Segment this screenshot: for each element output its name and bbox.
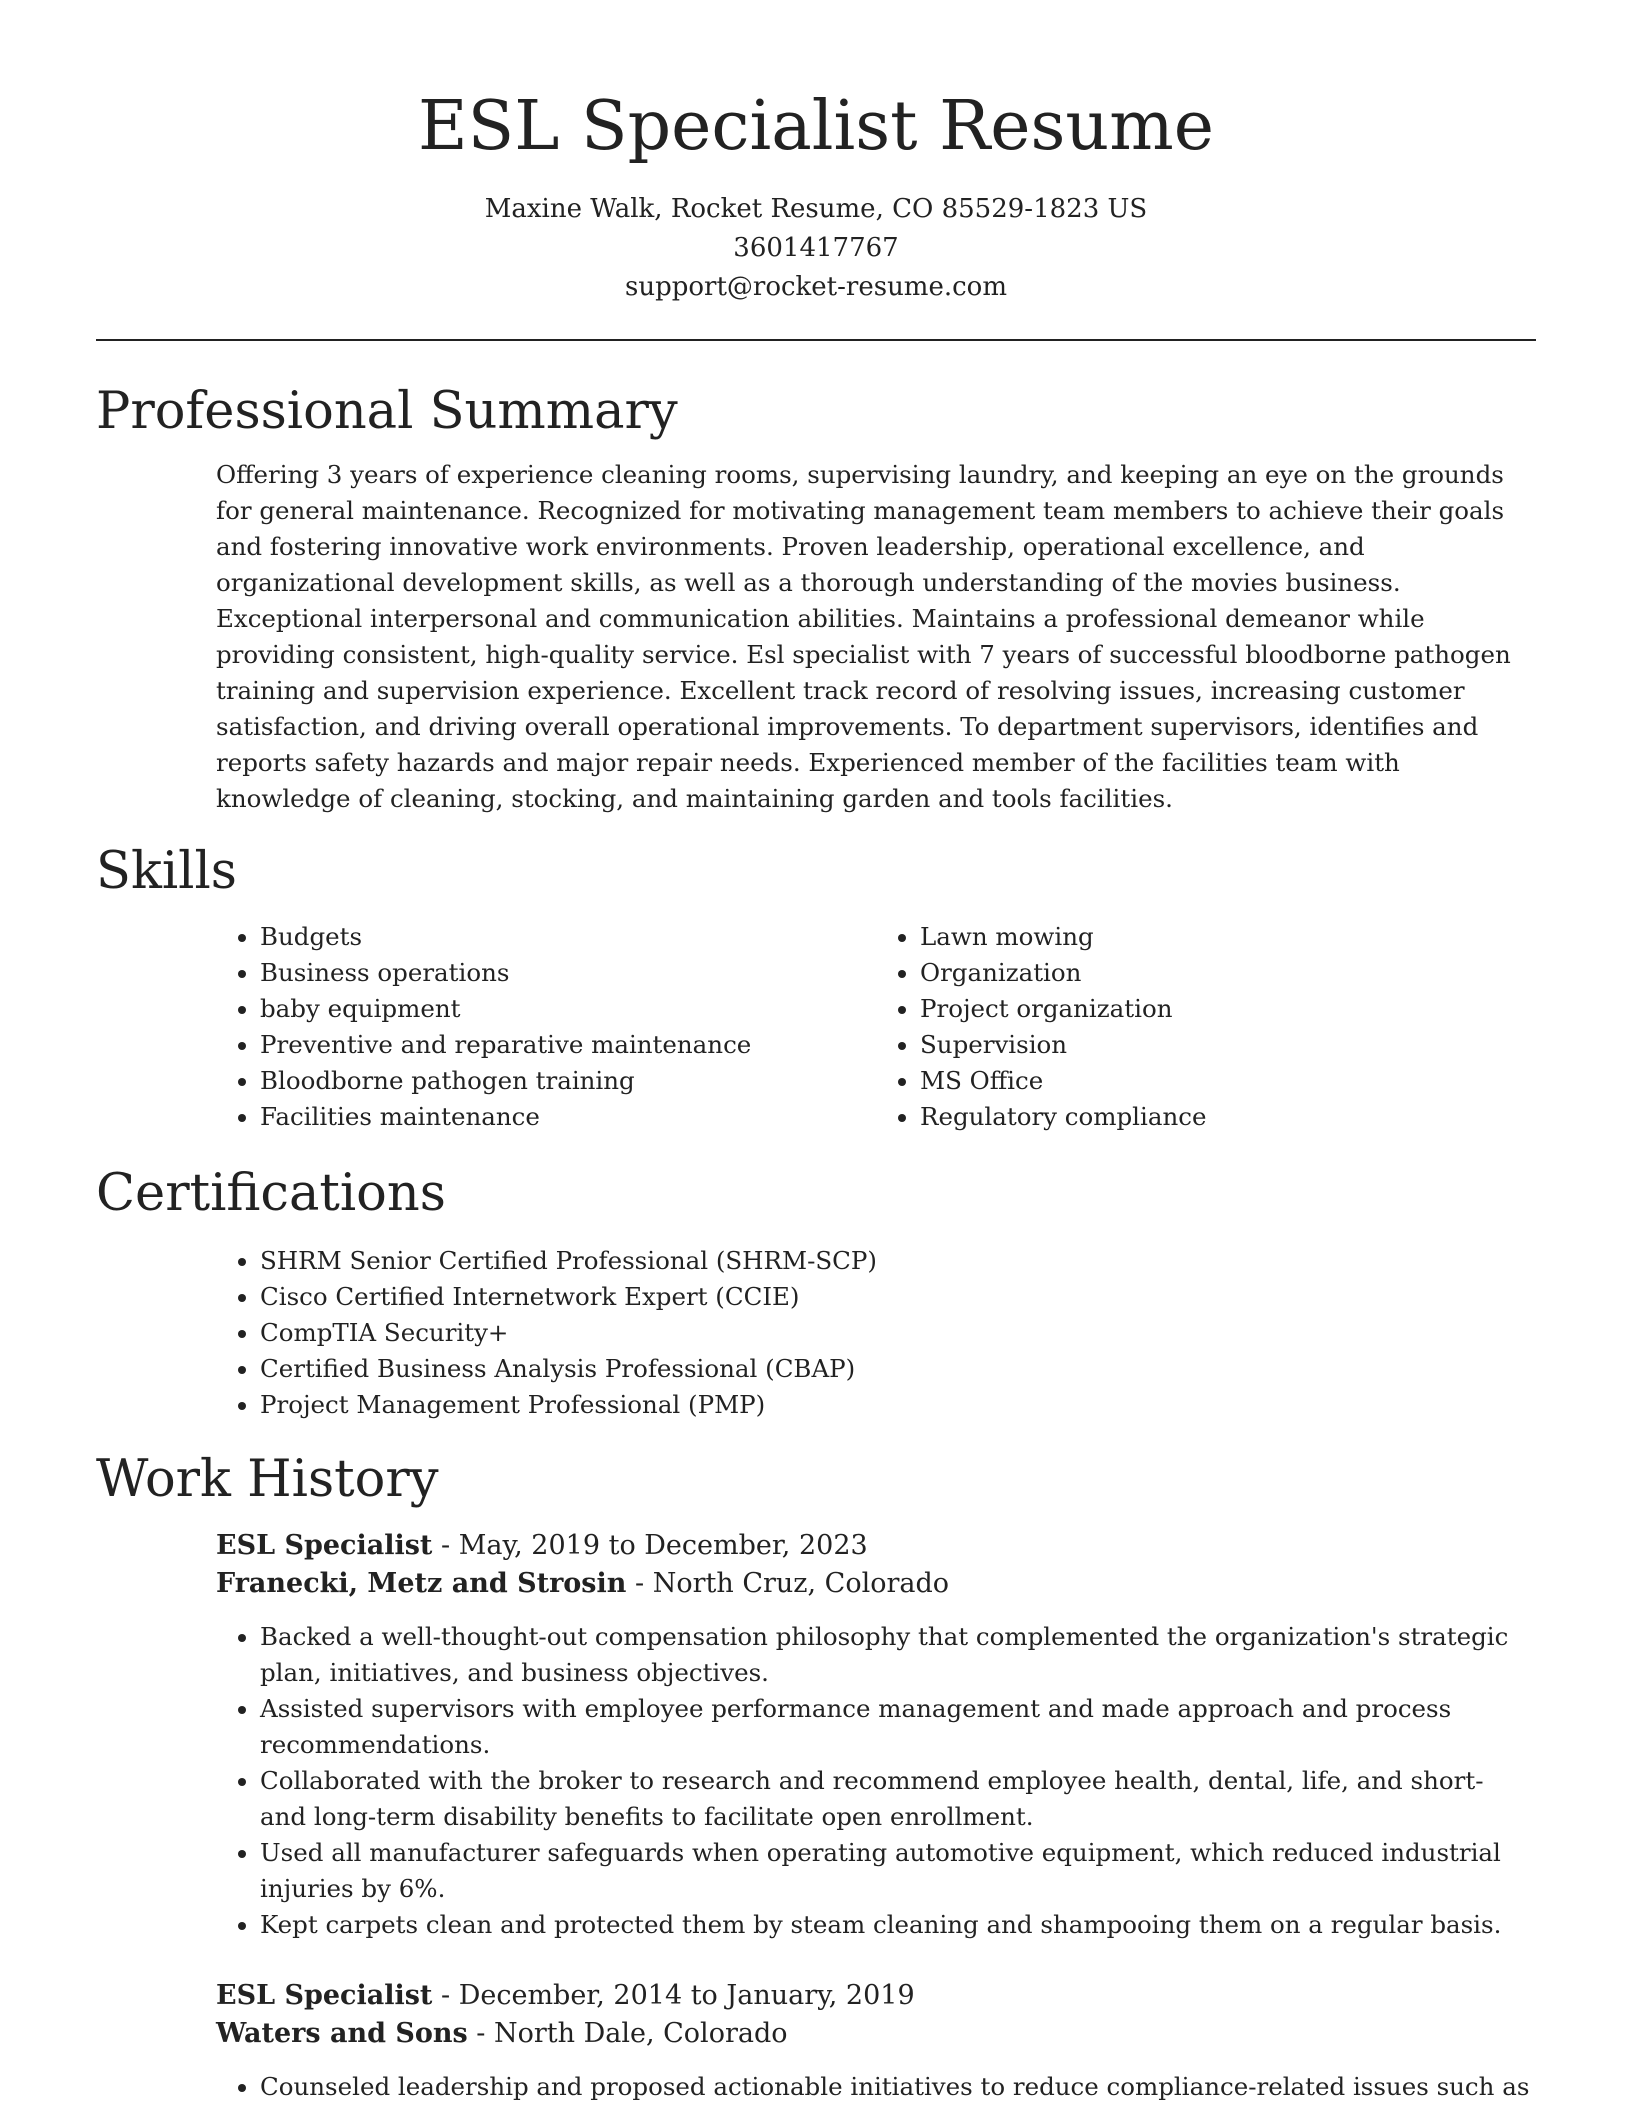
job-entry [216,1977,1536,2105]
contact-address: Maxine Walk, Rocket Resume, CO 85529-1823 US [484,194,1148,224]
certification-item: • Cisco Certified Internetwork Expert (CCIE) [260,1279,1536,1315]
certification-item: • Project Management Professional (PMP) [260,1387,1536,1423]
job-bullets [216,1619,1536,1943]
skill-item: • Lawn mowing [920,919,1536,955]
contact-email: support@rocket-resume.com [624,272,1007,302]
summary-text: Offering 3 years of experience cleaning rooms, supervising laundry, and keeping an eye on the grounds for general maintenance. Recognized for motivating management team members to achieve their goals and fostering innovative work environments. Proven leadership, operational excellence, and organizational development skills, as well as a thorough understanding of the movies business. Exceptional interpersonal and communication abilities. Maintains a professional demeanor while providing consistent, high-quality service. Esl specialist with 7 years of successful bloodborne pathogen training and supervision experience. Excellent track record of resolving issues, increasing customer satisfaction, and driving overall operational improvements. To department supervisors, identifies and reports safety hazards and major repair needs. Experienced member of the facilities team with knowledge of cleaning, stocking, and maintaining garden and tools facilities. [216,460,1511,813]
certification-item: • Certified Business Analysis Professional (CBAP) [260,1351,1536,1387]
job-title-line [216,1977,1536,2015]
certification-item: • CompTIA Security+ [260,1315,1536,1351]
certifications-block [216,1243,1536,1423]
job-title: ESL Specialist [216,1980,433,2011]
skill-item: • Bloodborne pathogen training [260,1063,876,1099]
skill-item: • Budgets [260,919,876,955]
skill-item: • Business operations [260,955,876,991]
section-heading-certifications: Certifications [96,1164,446,1223]
job-company: Waters and Sons [216,2018,468,2049]
section-heading-summary: Professional Summary [96,382,678,441]
skill-item: • MS Office [920,1063,1536,1099]
job-separator: - [635,1568,653,1599]
job-bullet: • Counseled leadership and proposed actionable initiatives to reduce compliance-related issues such as [260,2069,1536,2105]
job-dates: December, 2014 to January, 2019 [458,1980,915,2011]
skills-columns [216,919,1536,1135]
professional-summary-section [0,377,1632,817]
section-heading-skills: Skills [96,842,237,901]
skill-item: • Supervision [920,1027,1536,1063]
job-company-line [216,1565,1536,1603]
job-bullet: • Backed a well-thought-out compensation philosophy that complemented the organization's strategic plan, initiatives, and business objectives. [260,1619,1536,1691]
job-title-line [216,1527,1536,1565]
header-divider [96,339,1536,341]
job-bullet: • Collaborated with the broker to research and recommend employee health, dental, life, and short- and long-term disability benefits to facilitate open enrollment. [260,1763,1536,1835]
job-separator: - [476,2018,495,2049]
certifications-list [216,1243,1536,1423]
certifications-section [0,1159,1632,1423]
job-location: North Dale, Colorado [494,2018,788,2049]
skills-section [0,837,1632,1135]
job-separator: - [441,1980,459,2011]
job-location: North Cruz, Colorado [652,1568,950,1599]
skill-item: • Project organization [920,991,1536,1027]
skill-item: • Organization [920,955,1536,991]
resume-title: ESL Specialist Resume [418,87,1214,166]
job-dates: May, 2019 to December, 2023 [458,1530,868,1561]
section-heading-work-history: Work History [96,1450,439,1509]
job-bullet: • Used all manufacturer safeguards when operating automotive equipment, which reduced industrial injuries by 6%. [260,1835,1536,1907]
certification-item: • SHRM Senior Certified Professional (SHRM-SCP) [260,1243,1536,1279]
work-history-section [0,1445,1632,2105]
skills-list-left [216,919,876,1135]
job-entry [216,1527,1536,1943]
job-bullet: • Assisted supervisors with employee performance management and made approach and process recommendations. [260,1691,1536,1763]
skill-item: • Preventive and reparative maintenance [260,1027,876,1063]
skills-list-right [876,919,1536,1135]
skill-item: • baby equipment [260,991,876,1027]
job-bullets [216,2069,1536,2105]
job-bullet: • Kept carpets clean and protected them by steam cleaning and shampooing them on a regular basis. [260,1907,1536,1943]
contact-info [0,190,1632,307]
job-company-line [216,2015,1536,2053]
job-company: Franecki, Metz and Strosin [216,1568,627,1599]
contact-phone: 3601417767 [733,233,899,263]
skill-item: • Regulatory compliance [920,1099,1536,1135]
job-separator: - [441,1530,459,1561]
skill-item: • Facilities maintenance [260,1099,876,1135]
job-title: ESL Specialist [216,1530,433,1561]
resume-header [0,0,1632,307]
